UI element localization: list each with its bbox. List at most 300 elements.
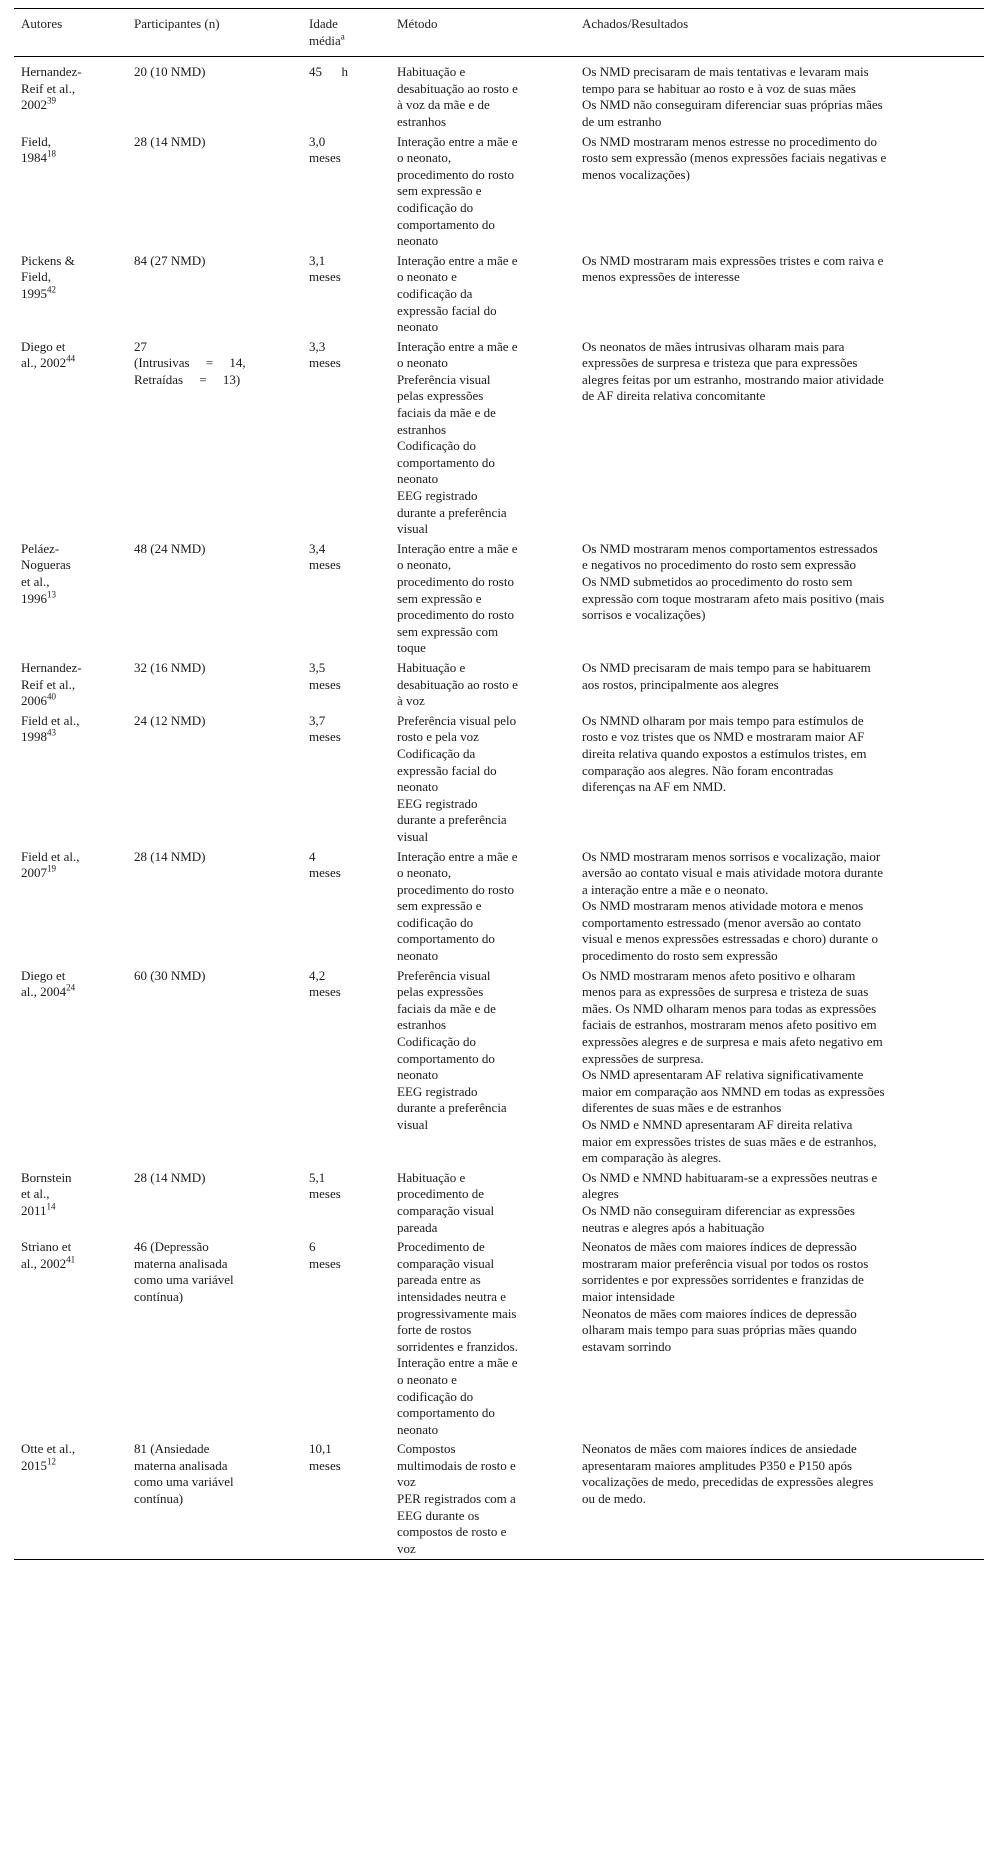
method-line: visual <box>397 521 429 537</box>
age-line: 4 <box>309 848 316 864</box>
method-line: sem expressão e <box>397 590 482 606</box>
findings-line: Os NMD mostraram menos atividade motora e menos <box>582 898 864 914</box>
findings-line: Neonatos de mães com maiores índices de ansiedade <box>582 1441 857 1457</box>
method-line: Preferência visual <box>397 371 491 387</box>
method-line: estranhos <box>397 113 447 129</box>
author-line: Otte et al., <box>21 1441 76 1457</box>
participants-line: 60 (30 NMD) <box>134 967 206 983</box>
participants-line: 28 (14 NMD) <box>134 133 206 149</box>
method-cell <box>390 252 575 338</box>
participants-cell <box>127 540 302 659</box>
method-line: à voz da mãe e de <box>397 97 490 113</box>
method-line: durante a preferência <box>397 812 507 828</box>
participants-cell <box>127 252 302 338</box>
reference-number: 18 <box>47 148 56 159</box>
age-line: 5,1 <box>309 1169 326 1185</box>
method-line: Interação entre a mãe e <box>397 338 518 354</box>
method-line: procedimento do rosto <box>397 607 514 623</box>
method-line: o neonato, <box>397 865 452 881</box>
findings-cell <box>575 659 984 712</box>
findings-line: faciais de estranhos, mostraram menos afeto positivo em <box>582 1017 877 1033</box>
method-line: expressão facial do <box>397 762 497 778</box>
findings-line: de AF direita relativa concomitante <box>582 388 766 404</box>
method-line: o neonato <box>397 355 448 371</box>
age-line: 10,1 <box>309 1441 332 1457</box>
method-line: Interação entre a mãe e <box>397 252 518 268</box>
findings-line: sorridentes e por expressões sorridentes e franzidas de <box>582 1272 864 1288</box>
author-line: 2006$^{40}$ <box>21 691 56 709</box>
author-line: 2007$^{19}$ <box>21 863 56 881</box>
findings-cell <box>575 540 984 659</box>
participants-cell <box>127 848 302 967</box>
age-line: meses <box>309 557 341 573</box>
method-line: codificação do <box>397 1388 474 1404</box>
method-line: codificação do <box>397 199 474 215</box>
reference-number: 39 <box>47 96 56 107</box>
method-line: procedimento do rosto <box>397 881 514 897</box>
findings-line: ou de medo. <box>582 1491 646 1507</box>
author-line: Diego et <box>21 338 66 354</box>
reference-number: 12 <box>47 1456 56 1467</box>
author-line: Field, <box>21 269 51 285</box>
table-row <box>14 252 984 338</box>
age-line: meses <box>309 355 341 371</box>
method-line: rosto e pela voz <box>397 729 479 745</box>
table-row <box>14 1238 984 1440</box>
method-line: neonato <box>397 471 439 487</box>
author-line: 2002$^{39}$ <box>21 96 56 113</box>
participants-cell <box>127 133 302 252</box>
age-cell <box>302 659 390 712</box>
author-line: 1984$^{18}$ <box>21 148 56 166</box>
author-line: Field et al., <box>21 848 80 864</box>
participants-line: 81 (Ansiedade <box>134 1441 210 1457</box>
method-line: sorridentes e franzidos. <box>397 1338 518 1354</box>
method-cell <box>390 338 575 540</box>
age-line: meses <box>309 1255 341 1271</box>
method-line: Interação entre a mãe e <box>397 133 518 149</box>
findings-line: diferenças na AF em NMD. <box>582 779 727 795</box>
findings-line: direita relativa quando expostos a estímulos tristes, em <box>582 745 867 761</box>
method-cell <box>390 712 575 848</box>
method-line: Interação entre a mãe e <box>397 540 518 556</box>
findings-line: diferentes de suas mães e de estranhos <box>582 1100 782 1116</box>
age-line: 3,5 <box>309 659 326 675</box>
age-line: meses <box>309 150 341 166</box>
method-cell <box>390 540 575 659</box>
findings-line: de um estranho <box>582 113 662 129</box>
reference-number: 43 <box>47 728 56 739</box>
findings-line: Os NMD apresentaram AF relativa significativamente <box>582 1067 864 1083</box>
findings-cell <box>575 338 984 540</box>
age-line: 3,3 <box>309 338 326 354</box>
method-line: EEG registrado <box>397 795 478 811</box>
age-line: meses <box>309 676 341 692</box>
method-line: comportamento do <box>397 931 495 947</box>
findings-line: apresentaram maiores amplitudes P350 e P150 após <box>582 1457 853 1473</box>
method-cell <box>390 848 575 967</box>
participants-line: como uma variável <box>134 1272 234 1288</box>
table-row <box>14 659 984 712</box>
header-age-label: média <box>309 32 341 48</box>
age-cell <box>302 712 390 848</box>
method-line: Habituação e <box>397 1169 466 1185</box>
findings-line: rosto sem expressão (menos expressões faciais negativas e <box>582 150 887 166</box>
reference-number: 40 <box>47 691 56 702</box>
participants-line: materna analisada <box>134 1457 228 1473</box>
method-cell <box>390 1440 575 1560</box>
participants-cell <box>127 1169 302 1238</box>
age-line: 3,0 <box>309 133 326 149</box>
age-line: meses <box>309 729 341 745</box>
method-line: comportamento do <box>397 1050 495 1066</box>
findings-line: e negativos no procedimento do rosto sem expressão <box>582 557 857 573</box>
method-line: neonato <box>397 233 439 249</box>
participants-line: contínua) <box>134 1491 184 1507</box>
studies-table <box>14 8 984 1560</box>
author-cell <box>14 1440 127 1560</box>
method-line: estranhos <box>397 421 447 437</box>
reference-number: 14 <box>46 1201 56 1212</box>
reference-number: 44 <box>66 353 76 364</box>
reference-number: 24 <box>66 982 76 993</box>
method-line: Codificação do <box>397 1034 477 1050</box>
author-cell <box>14 712 127 848</box>
age-cell <box>302 133 390 252</box>
method-line: Codificação da <box>397 745 476 761</box>
findings-line: comportamento estressado (menor aversão ao contato <box>582 914 862 930</box>
table-row <box>14 848 984 967</box>
findings-line: maior em comparação aos NMND em todas as expressões <box>582 1083 885 1099</box>
findings-line: sorrisos e vocalizações) <box>582 607 706 623</box>
findings-line: rosto e voz tristes que os NMD e mostraram maior AF <box>582 729 865 745</box>
author-line: 2015$^{12}$ <box>21 1456 56 1473</box>
table-row <box>14 712 984 848</box>
author-line: Pickens & <box>21 252 75 268</box>
method-line: PER registrados com a <box>397 1491 516 1507</box>
table-row <box>14 57 984 133</box>
findings-line: Os NMD não conseguiram diferenciar suas próprias mães <box>582 97 883 113</box>
method-line: codificação do <box>397 914 474 930</box>
table-row <box>14 133 984 252</box>
method-line: faciais da mãe e de <box>397 405 496 421</box>
findings-line: alegres feitas por um estranho, mostrando maior atividade <box>582 371 884 387</box>
method-cell <box>390 659 575 712</box>
author-line: Striano et <box>21 1239 72 1255</box>
findings-line: Os NMD mostraram menos estresse no procedimento do <box>582 133 877 149</box>
age-line: meses <box>309 269 341 285</box>
author-line: al., 2002$^{44}$ <box>21 353 76 371</box>
author-line: al., 2002$^{41}$ <box>21 1254 76 1271</box>
method-line: o neonato e <box>397 269 457 285</box>
author-cell <box>14 848 127 967</box>
findings-line: mães. Os NMD olharam menos para todas as expressões <box>582 1000 877 1016</box>
method-line: forte de rostos <box>397 1322 472 1338</box>
reference-number: 19 <box>47 863 56 874</box>
findings-cell <box>575 712 984 848</box>
findings-line: Os NMD mostraram menos sorrisos e vocalização, maior <box>582 848 881 864</box>
method-line: codificação da <box>397 285 473 301</box>
findings-line: Os NMD mostraram menos comportamentos estressados <box>582 540 878 556</box>
findings-line: expressões de surpresa. <box>582 1050 704 1066</box>
age-line: meses <box>309 865 341 881</box>
findings-line: em comparação às alegres. <box>582 1150 722 1166</box>
method-line: pareada entre as <box>397 1272 481 1288</box>
method-line: Interação entre a mãe e <box>397 848 518 864</box>
method-cell <box>390 967 575 1169</box>
method-line: procedimento do rosto <box>397 166 514 182</box>
author-line: 1995$^{42}$ <box>21 284 56 301</box>
method-line: neonato <box>397 1067 439 1083</box>
age-line: meses <box>309 1457 341 1473</box>
findings-cell <box>575 1440 984 1560</box>
findings-line: expressões alegres e de surpresa e mais afeto negativo em <box>582 1034 883 1050</box>
method-line: neonato <box>397 948 439 964</box>
method-line: progressivamente mais <box>397 1305 517 1321</box>
age-cell <box>302 338 390 540</box>
findings-line: Os NMD precisaram de mais tempo para se habituarem <box>582 659 871 675</box>
findings-line: maior em expressões tristes de suas mães e de estranhos, <box>582 1133 877 1149</box>
method-line: Procedimento de <box>397 1239 485 1255</box>
participants-line: 28 (14 NMD) <box>134 1169 206 1185</box>
participants-line: 48 (24 NMD) <box>134 540 206 556</box>
method-line: expressão facial do <box>397 302 497 318</box>
method-line: Habituação e <box>397 659 466 675</box>
header-findings: Achados/Resultados <box>582 16 689 31</box>
method-line: pareada <box>397 1219 438 1235</box>
method-line: EEG registrado <box>397 488 478 504</box>
findings-cell <box>575 848 984 967</box>
method-line: sem expressão e <box>397 183 482 199</box>
findings-line: expressões de surpresa e tristeza que para expressões <box>582 355 858 371</box>
author-cell <box>14 133 127 252</box>
age-line: 3,1 <box>309 252 326 268</box>
age-line: meses <box>309 984 341 1000</box>
method-line: voz <box>397 1540 416 1556</box>
findings-line: aos rostos, principalmente aos alegres <box>582 676 779 692</box>
findings-line: Os neonatos de mães intrusivas olharam mais para <box>582 338 845 354</box>
findings-line: Os NMD e NMND habituaram-se a expressões neutras e <box>582 1169 878 1185</box>
findings-line: expressão com toque mostraram afeto mais positivo (mais <box>582 590 885 606</box>
findings-line: a interação entre a mãe e o neonato. <box>582 881 769 897</box>
participants-line: 20 (10 NMD) <box>134 64 206 80</box>
method-line: desabituação ao rosto e <box>397 676 518 692</box>
author-line: Reif et al., <box>21 80 76 96</box>
participants-line: como uma variável <box>134 1474 234 1490</box>
method-line: voz <box>397 1474 416 1490</box>
findings-line: menos vocalizações) <box>582 166 690 182</box>
table-row <box>14 967 984 1169</box>
method-line: Compostos <box>397 1441 456 1457</box>
author-line: 1996$^{13}$ <box>21 589 56 606</box>
age-cell <box>302 57 390 133</box>
method-line: o neonato, <box>397 150 452 166</box>
age-line: 6 <box>309 1239 316 1255</box>
findings-line: tempo para se habituar ao rosto e à voz de suas mães <box>582 80 856 96</box>
age-cell <box>302 848 390 967</box>
age-cell <box>302 540 390 659</box>
participants-line: (Intrusivas = 14, <box>134 355 246 371</box>
findings-line: procedimento do rosto sem expressão <box>582 948 778 964</box>
method-line: pelas expressões <box>397 388 484 404</box>
author-line: Diego et <box>21 967 66 983</box>
method-line: compostos de rosto e <box>397 1524 507 1540</box>
findings-cell <box>575 967 984 1169</box>
author-line: Nogueras <box>21 557 71 573</box>
author-cell <box>14 659 127 712</box>
author-line: Hernandez- <box>21 64 82 80</box>
method-line: durante a preferência <box>397 504 507 520</box>
participants-line: 46 (Depressão <box>134 1239 209 1255</box>
author-line: al., 2004$^{24}$ <box>21 982 76 1000</box>
age-cell <box>302 1440 390 1560</box>
findings-line: Os NMND olharam por mais tempo para estímulos de <box>582 712 864 728</box>
author-cell <box>14 57 127 133</box>
author-line: 1998$^{43}$ <box>21 728 56 745</box>
method-line: procedimento de <box>397 1186 484 1202</box>
method-line: desabituação ao rosto e <box>397 80 518 96</box>
author-line: Bornstein <box>21 1169 72 1185</box>
header-age <box>302 9 390 57</box>
header-method: Método <box>397 16 438 31</box>
age-cell <box>302 967 390 1169</box>
method-line: o neonato, <box>397 557 452 573</box>
participants-cell <box>127 1238 302 1440</box>
findings-cell <box>575 1238 984 1440</box>
participants-line: Retraídas = 13) <box>134 371 241 387</box>
findings-line: Os NMD submetidos ao procedimento do rosto sem <box>582 574 853 589</box>
method-line: comparação visual <box>397 1255 495 1271</box>
findings-line: aversão ao contato visual e mais atividade motora durante <box>582 865 884 881</box>
method-line: procedimento do rosto <box>397 574 514 589</box>
findings-cell <box>575 133 984 252</box>
method-cell <box>390 1238 575 1440</box>
method-line: sem expressão com <box>397 623 499 639</box>
table-header <box>14 9 984 57</box>
author-line: Hernandez- <box>21 659 82 675</box>
reference-number: 41 <box>66 1254 76 1265</box>
reference-number: 42 <box>47 284 56 295</box>
participants-line: 84 (27 NMD) <box>134 252 206 268</box>
header-age-footnote: a <box>340 31 345 42</box>
author-line: 2011$^{14}$ <box>21 1201 56 1218</box>
method-line: neonato <box>397 779 439 795</box>
header-authors: Autores <box>21 16 63 31</box>
findings-line: visual e menos expressões estressadas e choro) durante o <box>582 931 879 947</box>
method-line: neonato <box>397 1421 439 1437</box>
findings-line: olharam mais tempo para suas próprias mães quando <box>582 1322 857 1338</box>
age-cell <box>302 1169 390 1238</box>
method-line: Preferência visual pelo <box>397 712 517 728</box>
method-line: à voz <box>397 693 425 709</box>
method-line: EEG durante os <box>397 1507 480 1523</box>
participants-line: 32 (16 NMD) <box>134 659 206 675</box>
participants-cell <box>127 712 302 848</box>
table-row <box>14 1169 984 1238</box>
author-line: et al., <box>21 1186 50 1202</box>
findings-cell <box>575 57 984 133</box>
participants-cell <box>127 1440 302 1560</box>
author-line: et al., <box>21 574 50 589</box>
method-line: Codificação do <box>397 438 477 454</box>
age-line: 3,7 <box>309 712 326 728</box>
findings-line: estavam sorrindo <box>582 1338 672 1354</box>
participants-line: materna analisada <box>134 1255 228 1271</box>
author-cell <box>14 338 127 540</box>
author-cell <box>14 252 127 338</box>
participants-cell <box>127 338 302 540</box>
age-cell <box>302 1238 390 1440</box>
method-line: intensidades neutra e <box>397 1288 507 1304</box>
findings-line: alegres <box>582 1186 619 1202</box>
findings-cell <box>575 1169 984 1238</box>
participants-line: 27 <box>134 338 147 354</box>
method-line: comportamento do <box>397 454 495 470</box>
method-line: Habituação e <box>397 64 466 80</box>
method-cell <box>390 57 575 133</box>
method-line: faciais da mãe e de <box>397 1000 496 1016</box>
findings-line: Neonatos de mães com maiores índices de depressão <box>582 1305 857 1321</box>
findings-line: Neonatos de mães com maiores índices de depressão <box>582 1239 857 1255</box>
method-line: comparação visual <box>397 1202 495 1218</box>
findings-line: menos para as expressões de surpresa e tristeza de suas <box>582 984 869 1000</box>
participants-cell <box>127 659 302 712</box>
author-cell <box>14 1169 127 1238</box>
method-line: neonato <box>397 319 439 335</box>
header-participants: Participantes (n) <box>134 16 220 31</box>
findings-line: Os NMD precisaram de mais tentativas e levaram mais <box>582 64 869 80</box>
method-line: visual <box>397 1117 429 1132</box>
method-line: pelas expressões <box>397 984 484 1000</box>
author-cell <box>14 967 127 1169</box>
method-line: sem expressão e <box>397 898 482 914</box>
age-line: 45 h <box>309 64 348 80</box>
findings-line: neutras e alegres após a habituação <box>582 1219 765 1235</box>
findings-line: Os NMD e NMND apresentaram AF direita relativa <box>582 1117 853 1132</box>
age-cell <box>302 252 390 338</box>
method-line: comportamento do <box>397 216 495 232</box>
author-line: Peláez- <box>21 540 60 556</box>
author-cell <box>14 1238 127 1440</box>
participants-cell <box>127 57 302 133</box>
age-line: meses <box>309 1186 341 1202</box>
method-line: o neonato e <box>397 1371 457 1387</box>
findings-line: vocalizações de medo, precedidas de expressões alegres <box>582 1474 874 1490</box>
findings-cell <box>575 252 984 338</box>
findings-line: Os NMD mostraram mais expressões tristes e com raiva e <box>582 252 884 268</box>
header-age-line1: Idade <box>309 16 338 31</box>
findings-line: mostraram maior preferência visual por todos os rostos <box>582 1255 869 1271</box>
participants-line: 24 (12 NMD) <box>134 712 206 728</box>
findings-line: maior intensidade <box>582 1288 675 1304</box>
author-line: Field, <box>21 133 51 149</box>
header-row <box>14 9 984 57</box>
findings-line: comparação aos alegres. Não foram encontradas <box>582 762 834 778</box>
method-line: estranhos <box>397 1017 447 1033</box>
author-line: Reif et al., <box>21 676 76 692</box>
age-line: 4,2 <box>309 967 326 983</box>
table-row <box>14 338 984 540</box>
findings-line: Os NMD mostraram menos afeto positivo e olharam <box>582 967 856 983</box>
method-cell <box>390 1169 575 1238</box>
table-row <box>14 540 984 659</box>
method-line: durante a preferência <box>397 1100 507 1116</box>
age-line: 3,4 <box>309 540 326 556</box>
participants-line: contínua) <box>134 1288 184 1304</box>
participants-cell <box>127 967 302 1169</box>
method-line: toque <box>397 640 426 656</box>
method-line: Preferência visual <box>397 967 491 983</box>
